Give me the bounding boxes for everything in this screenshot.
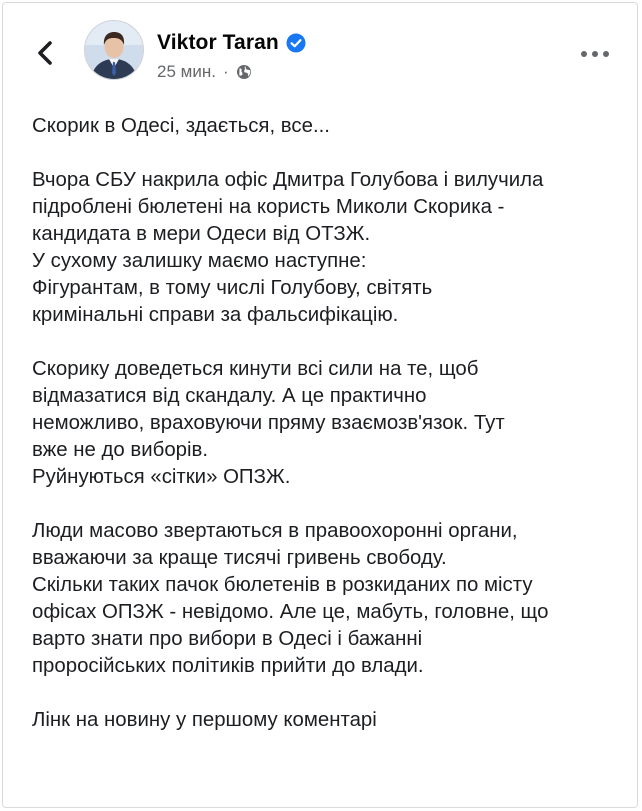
post-text-line: Фігурантам, в тому числі Голубову, світять [32,277,433,299]
post-text-line: кримінальні справи за фальсифікацію. [32,304,399,326]
avatar-portrait-image [85,21,143,79]
post-paragraph [32,518,632,680]
post-paragraph [32,113,632,140]
post-text-line: вважаючи за краще тисячі гривень свободу. [32,547,447,569]
post-paragraph [32,167,632,329]
post-text-line: Скорику доведеться кинути всі сили на те, щоб [32,358,479,380]
post-paragraph [32,707,632,734]
author-name[interactable]: Viktor Taran [157,31,279,54]
post-text-line: Люди масово звертаються в правоохоронні органи, [32,520,518,542]
meta-separator: · [222,62,229,81]
post-text-line: підроблені бюлетені на користь Миколи Скорика - [32,196,505,218]
verified-badge-icon [286,33,306,53]
back-button[interactable] [28,36,62,70]
post-text-line: Лінк на новину у першому коментарі [32,709,377,731]
post-text-line: відмазатися від скандалу. А це практично [32,385,427,407]
more-horizontal-icon [580,50,610,58]
post-meta [157,62,252,82]
author-avatar[interactable] [84,20,144,80]
post-text-line: офісах ОПЗЖ - невідомо. Але це, мабуть, головне, що [32,601,549,623]
post-text-line: кандидата в мери Одеси від ОТЗЖ. [32,223,371,245]
post-body [32,113,632,761]
globe-icon [236,64,252,80]
post-text-line: вже не до виборів. [32,439,209,461]
post-text-line: Руйнуються «сітки» ОПЗЖ. [32,466,291,488]
post-timestamp[interactable]: 25 мин. [157,62,216,81]
post-text-line: неможливо, враховуючи пряму взаємозв'язок. Тут [32,412,505,434]
post-header [0,0,642,100]
post-text-line: У сухому залишку маємо наступне: [32,250,367,272]
post-text-line: проросійських політиків прийти до влади. [32,655,424,677]
post-text-line: Вчора СБУ накрила офіс Дмитра Голубова і вилучила [32,169,544,191]
chevron-left-icon [34,40,56,66]
post-text-line: Скорик в Одесі, здається, все... [32,115,330,137]
post-text-line: варто знати про вибори в Одесі і бажанні [32,628,423,650]
post-paragraph [32,356,632,491]
post-text-line: Скільки таких пачок бюлетенів в розкиданих по місту [32,574,533,596]
more-options-button[interactable] [578,44,612,64]
